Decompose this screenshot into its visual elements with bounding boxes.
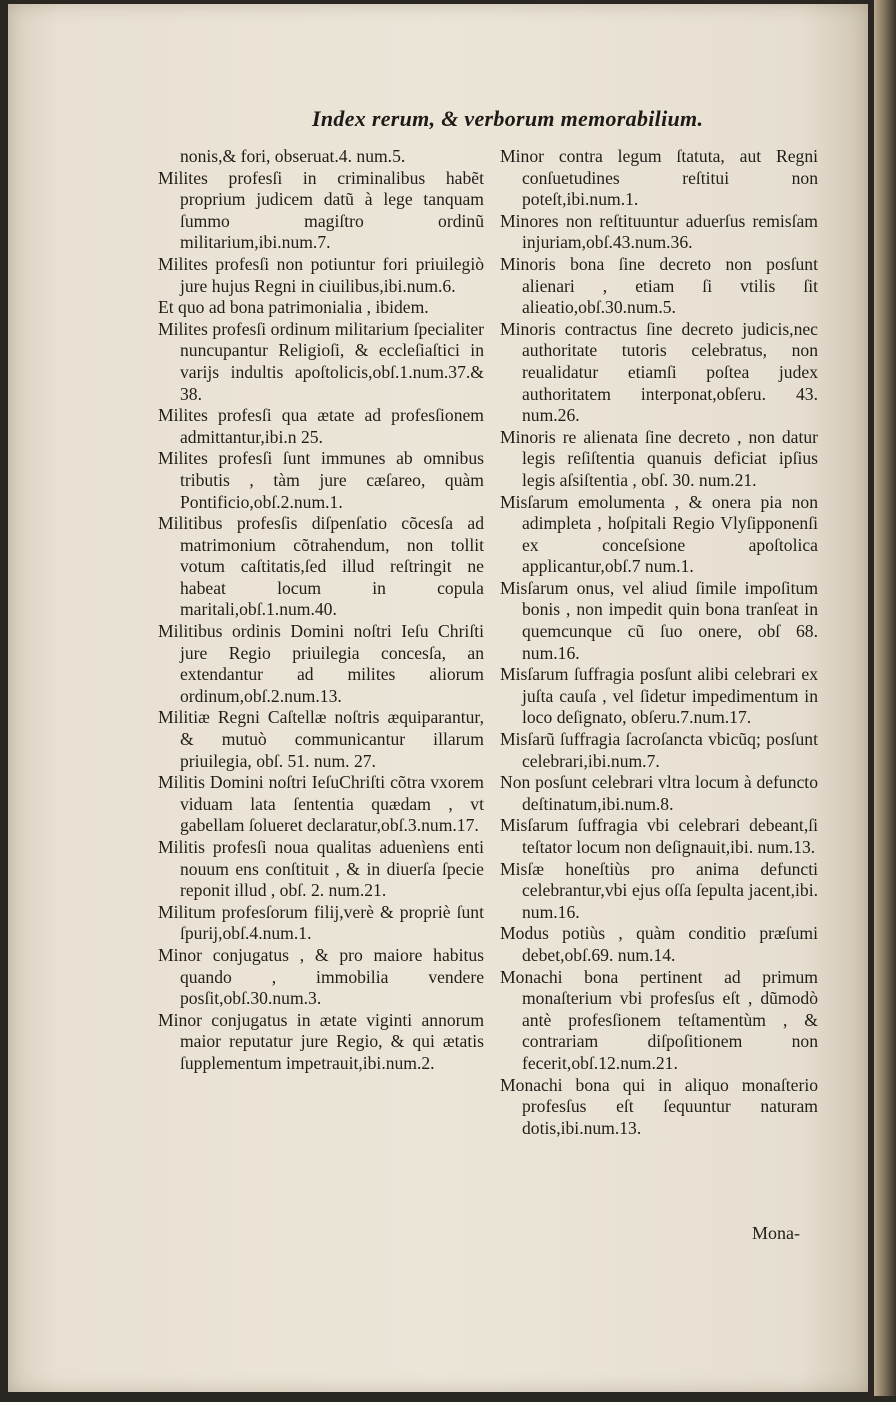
- index-entry: Misſarum ſuffragia posſunt alibi celebrari ex juſta cauſa , vel ſidetur impedimentum in loco deſignato, obſeru.7.num.17.: [500, 664, 818, 728]
- index-entry: Militis profesſi noua qualitas aduenìens enti nouum ens conſtituit , & in diuerſa ſpecie reponit illud , obſ. 2. num.21.: [158, 837, 484, 901]
- index-entry: Misſarum onus, vel aliud ſimile impoſitum bonis , non impedit quin bona tranſeat in quemcunque cũ ſuo onere, obſ 68. num.16.: [500, 577, 818, 663]
- index-entry: Misſæ honeſtiùs pro anima defuncti celebrantur,vbi ejus oſſa ſepulta jacent,ibi. num.16.: [500, 858, 818, 922]
- index-entry: Misſarum emolumenta , & onera pia non adimpleta , hoſpitali Regio Vlyſipponenſi ex conceſsione apoſtolica applicantur,obſ.7 num.1.: [500, 491, 818, 577]
- index-entry: Militum profesſorum filij,verè & propriè ſunt ſpurij,obſ.4.num.1.: [158, 901, 484, 944]
- index-entry: Minoris bona ſine decreto non posſunt alienari , etiam ſi vtilis ſit alieatio,obſ.30.num.5.: [500, 253, 818, 318]
- page-edge: [874, 0, 896, 1396]
- index-entry: Milites profesſi qua ætate ad profesſionem admittantur,ibi.n 25.: [158, 405, 484, 447]
- left-column: [158, 146, 484, 1075]
- catchword: Mona-: [752, 1223, 800, 1243]
- index-entry: nonis,& fori, obseruat.4. num.5.: [180, 146, 406, 166]
- index-entry: Militibus profesſis diſpenſatio cõcesſa ad matrimonium cõtrahendum, non tollit votum caſtitatis,ſed illud reſtringit ne habeat locum in copula maritali,obſ.1.num.40.: [158, 513, 484, 620]
- index-entry: Minoris contractus ſine decreto judicis,nec authoritate tutoris celebratus, non reualidatur etiamſi poſtea judex authoritatem interponat,obſeru. 43. num.26.: [500, 318, 818, 426]
- index-entry: Monachi bona qui in aliquo monaſterio profesſus eſt ſequuntur naturam dotis,ibi.num.13.: [500, 1074, 818, 1138]
- index-entry: Militiæ Regni Caſtellæ noſtris æquiparantur, & mutuò communicantur illarum priuilegia, obſ. 51. num. 27.: [158, 707, 484, 771]
- index-entry: Milites profesſi ordinum militarium ſpecialiter nuncupantur Religioſi, & eccleſiaſtici in varijs indultis apoſtolicis,obſ.1.num.37.& 38.: [158, 318, 484, 404]
- index-entry: Et quo ad bona patrimonialia , ibidem.: [158, 297, 429, 318]
- index-entry: Minores non reſtituuntur aduerſus remisſam injuriam,obſ.43.num.36.: [500, 210, 818, 253]
- index-entry: Misſarum ſuffragia vbi celebrari debeant,ſi teſtator locum non deſignauit,ibi. num.13.: [500, 815, 818, 857]
- index-entry: Modus potiùs , quàm conditio præſumi debet,obſ.69. num.14.: [500, 923, 818, 965]
- index-entry: Milites profesſi in criminalibus habẽt proprium judicem datũ à lege tanquam ſummo magiſtro ordinũ militarium,ibi.num.7.: [158, 167, 484, 253]
- index-entry: Militibus ordinis Domini noſtri Ieſu Chriſti jure Regio priuilegia concesſa, an extendantur ad milites aliorum ordinum,obſ.2.num.13.: [158, 621, 484, 706]
- index-entry: Misſarũ ſuffragia ſacroſancta vbicũq; posſunt celebrari,ibi.num.7.: [500, 729, 818, 771]
- index-entry: Minor contra legum ſtatuta, aut Regni conſuetudines reſtitui non poteſt,ibi.num.1.: [500, 146, 818, 210]
- running-header: Index rerum, & verborum memorabilium.: [312, 106, 704, 131]
- index-entry: Monachi bona pertinent ad primum monaſterium vbi profesſus eſt , dũmodò antè profesſionem teſtamentùm , & contrariam diſpoſitionem non fecerit,obſ.12.num.21.: [500, 966, 818, 1073]
- index-entry: Minor conjugatus in ætate viginti annorum maior reputatur jure Regio, & qui ætatis ſupplementum impetrauit,ibi.num.2.: [158, 1009, 484, 1073]
- index-entry: Minor conjugatus , & pro maiore habitus quando , immobilia vendere posſit,obſ.30.num.3.: [158, 944, 484, 1009]
- right-column: [500, 146, 818, 1139]
- index-entry: Non posſunt celebrari vltra locum à defuncto deſtinatum,ibi.num.8.: [500, 772, 818, 814]
- index-entry: Militis Domini noſtri IeſuChriſti cõtra vxorem viduam lata ſententia quædam , vt gabellam ſolueret declaratur,obſ.3.num.17.: [158, 772, 484, 836]
- index-entry: Milites profesſi non potiuntur fori priuilegiò jure hujus Regni in ciuilibus,ibi.num.6.: [158, 253, 484, 296]
- index-entry: Milites profesſi ſunt immunes ab omnibus tributis , tàm jure cæſareo, quàm Pontificio,obſ.2.num.1.: [158, 448, 484, 512]
- index-entry: Minoris re alienata ſine decreto , non datur legis reſiſtentia quanuis deficiat ipſius legis aſsiſtentia , obſ. 30. num.21.: [500, 426, 818, 490]
